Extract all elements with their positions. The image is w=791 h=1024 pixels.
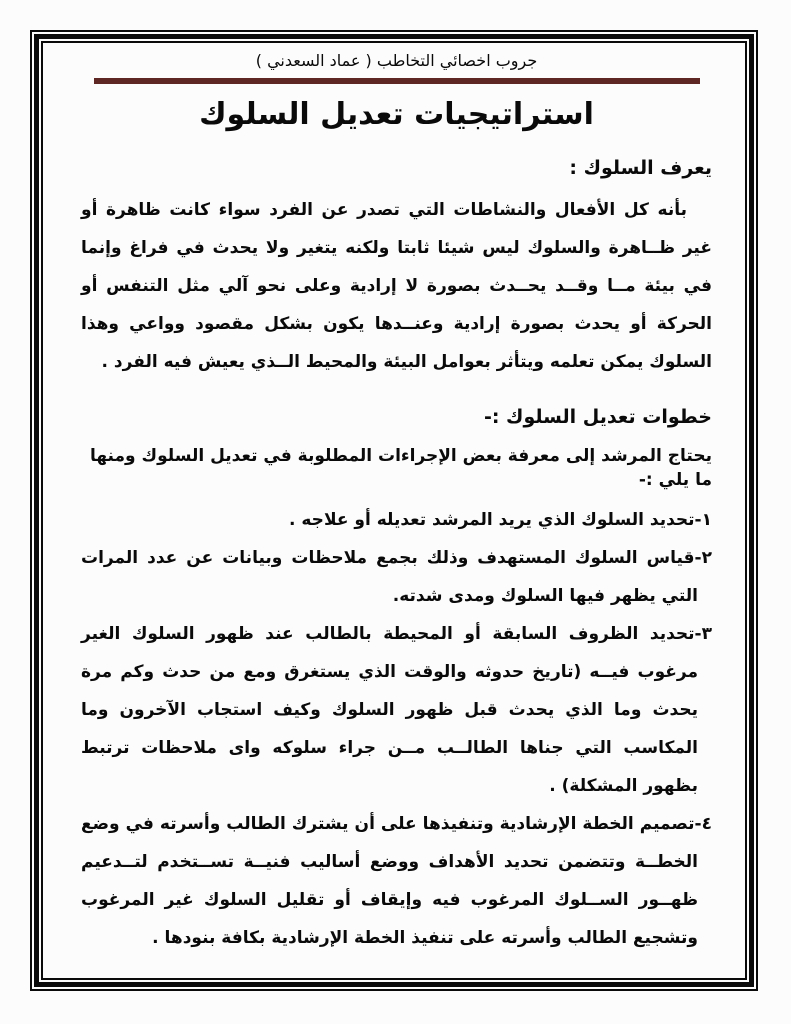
step-item-2: ٢-قياس السلوك المستهدف وذلك بجمع ملاحظات وبيانات عن عدد المرات التي يظهر فيها السلوك ومدى شدته. xyxy=(81,548,712,606)
step-item-3: ٣-تحديد الظروف السابقة أو المحيطة بالطالب عند ظهور السلوك الغير مرغوب فيــه (تاريخ حدوثه والوقت الذي يستغرق ومع من حدث وكم مرة يحدث وما الذي يحدث قبل ظهور السلوك وكيف استجاب الآخرون وما المكاسب التي جناها الطالــب مــن جراء سلوكه واى ملاحظات ترتبط بظهور المشكلة) . xyxy=(81,624,712,796)
document-header: جروب اخصائي التخاطب ( عماد السعدني ) xyxy=(255,51,538,70)
steps-intro: يحتاج المرشد إلى معرفة بعض الإجراءات المطلوبة في تعديل السلوك ومنها ما يلي :- xyxy=(89,446,712,490)
page-border-middle xyxy=(34,34,754,987)
page-border-frame xyxy=(30,30,758,991)
page-title: استراتيجيات تعديل السلوك xyxy=(199,97,594,132)
steps-heading: خطوات تعديل السلوك :- xyxy=(483,406,712,428)
definition-paragraph: بأنه كل الأفعال والنشاطات التي تصدر عن الفرد سواء كانت ظاهرة أو غير ظــاهرة والسلوك ليس شيئا ثابتا ولكنه يتغير ولا يحدث في فراغ وإنما في بيئة مــا وقــد يحــدث بصورة لا إرادية وعلى نحو آلي مثل التنفس أو الحركة أو يحدث بصورة إرادية وعنــدها يكون بشكل مقصود وواعي وهذا السلوك يمكن تعلمه ويتأثر بعوامل البيئة والمحيط الــذي يعيش فيه الفرد . xyxy=(81,200,712,372)
step-item-4: ٤-تصميم الخطة الإرشادية وتنفيذها على أن يشترك الطالب وأسرته في وضع الخطــة وتتضمن تحديد الأهداف ووضع أساليب فنيــة تســتخدم لتــدعيم ظهــور الســلوك المرغوب فيه وإيقاف أو تقليل السلوك غير المرغوب وتشجيع الطالب وأسرته على تنفيذ الخطة الإرشادية بكافة بنودها . xyxy=(81,814,712,948)
page-content-area xyxy=(41,41,747,980)
definition-heading: يعرف السلوك : xyxy=(569,157,712,179)
step-item-1: ١-تحديد السلوك الذي يريد المرشد تعديله أو علاجه . xyxy=(289,510,712,530)
steps-list xyxy=(81,501,712,957)
header-divider-rule xyxy=(94,78,700,84)
